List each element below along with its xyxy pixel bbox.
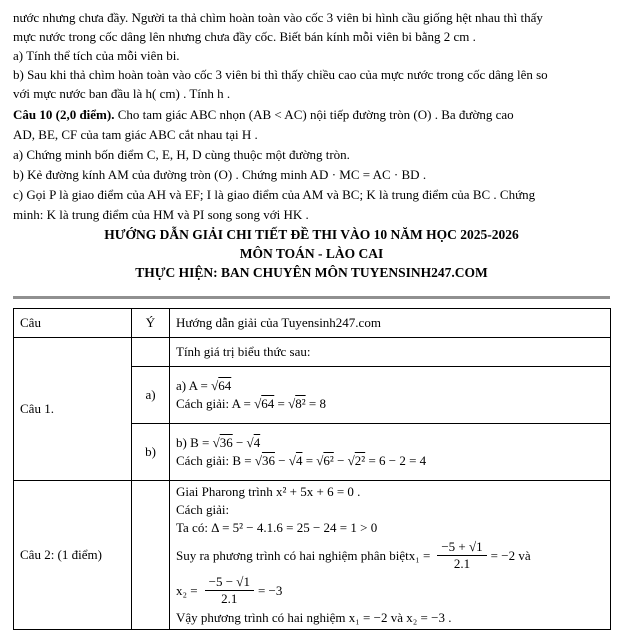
- text-line: b) Sau khi thả chìm hoàn toàn vào cốc 3 viên bi thì thấy chiều cao của mực nước trong cốc dâng lên so: [13, 67, 548, 82]
- title-line-3: THỰC HIỆN: BAN CHUYÊN MÔN TUYENSINH247.COM: [135, 265, 488, 280]
- header-y: Ý: [132, 309, 170, 338]
- problem-9-text: [13, 8, 610, 103]
- math-line: Cách giải: A = √64 = √8² = 8: [176, 396, 326, 411]
- header-content: Hướng dẫn giải của Tuyensinh247.com: [170, 309, 611, 338]
- cell-cau1-intro: Tính giá trị biểu thức sau:: [170, 338, 611, 367]
- x1-prefix: Suy ra phương trình có hai nghiệm phân biệt: [176, 547, 409, 563]
- x1-denominator: 2.1: [453, 556, 471, 571]
- text-line: c) Gọi P là giao điểm của AH và EF; I là giao điểm của AM và BC; K là trung điểm của BC . Chứng: [13, 187, 536, 202]
- text-line: AD, BE, CF của tam giác ABC cắt nhau tại H .: [13, 127, 258, 142]
- problem-10-intro: Cho tam giác ABC nhọn (AB < AC) nội tiếp đường tròn (O) . Ba đường cao: [114, 107, 514, 122]
- text-line: a) Chứng minh bốn điểm C, E, H, D cùng thuộc một đường tròn.: [13, 147, 350, 162]
- cell-a-content: [170, 367, 611, 424]
- text-line: với mực nước ban đầu là h( cm) . Tính h .: [13, 86, 231, 101]
- x1-fraction: [437, 539, 486, 572]
- x2-denominator: 2.1: [221, 591, 238, 606]
- cell-b-content: [170, 424, 611, 481]
- math-line: Vậy phương trình có hai nghiệm x₁ = −2 và x₂ = −3 .: [176, 610, 452, 625]
- cell-cau1-label: Câu 1.: [14, 338, 132, 481]
- math-line: Cách giải:: [176, 502, 230, 517]
- table-row-cau1-intro: [14, 338, 611, 367]
- cell-b-label: b): [132, 424, 170, 481]
- math-line: Cách giải: B = √36 − √4 = √6² − √2² = 6 − 2 = 4: [176, 453, 427, 468]
- math-line: a) A = √64: [176, 378, 232, 393]
- math-line: b) B = √36 − √4: [176, 435, 261, 450]
- text-line: a) Tính thể tích của mỗi viên bi.: [13, 48, 180, 63]
- text-line: b) Kẻ đường kính AM của đường tròn (O) . Chứng minh AD · MC = AC · BD .: [13, 167, 427, 182]
- table-row-cau2: [14, 481, 611, 630]
- solution-x1-line: [176, 539, 604, 572]
- x2-numerator: −5 − √1: [205, 574, 254, 591]
- x2-rhs: = −3: [257, 582, 283, 598]
- text-line: [13, 105, 610, 125]
- title-line-1: HƯỚNG DẪN GIẢI CHI TIẾT ĐỀ THI VÀO 10 NĂM HỌC 2025-2026: [104, 227, 519, 242]
- x1-numerator: −5 + √1: [437, 539, 486, 556]
- cell-cau2-y: [132, 481, 170, 630]
- cell-cau1-intro-y: [132, 338, 170, 367]
- solution-x2-line: [176, 574, 604, 607]
- text-line: minh: K là trung điểm của HM và PI song song với HK .: [13, 207, 309, 222]
- math-line: Giai Pharong trình x² + 5x + 6 = 0 .: [176, 484, 361, 499]
- problem-10-label: Câu 10 (2,0 điểm).: [13, 107, 115, 122]
- x1-lhs: x₁ =: [408, 547, 431, 563]
- x2-fraction: [205, 574, 254, 607]
- problem-10-text: [13, 105, 610, 225]
- title-line-2: MÔN TOÁN - LÀO CAI: [239, 246, 384, 261]
- cell-a-label: a): [132, 367, 170, 424]
- horizontal-divider: [13, 296, 610, 299]
- header-cau: Câu: [14, 309, 132, 338]
- cell-cau2-label: Câu 2: (1 điểm): [14, 481, 132, 630]
- math-line: Ta có: Δ = 5² − 4.1.6 = 25 − 24 = 1 > 0: [176, 520, 378, 535]
- cell-cau2-content: [170, 481, 611, 630]
- text-line: mực nước trong cốc dâng lên nhưng chưa đầy cốc. Biết bán kính mỗi viên bi bằng 2 cm .: [13, 29, 476, 44]
- x2-lhs: x₂ =: [176, 582, 198, 598]
- x1-rhs: = −2 và: [490, 547, 531, 563]
- table-header-row: [14, 309, 611, 338]
- text-line: nước nhưng chưa đầy. Người ta thả chìm hoàn toàn vào cốc 3 viên bi hình cầu giống hệt nhau thì thấy: [13, 10, 543, 25]
- document-title: [13, 225, 610, 282]
- solution-table: [13, 308, 611, 630]
